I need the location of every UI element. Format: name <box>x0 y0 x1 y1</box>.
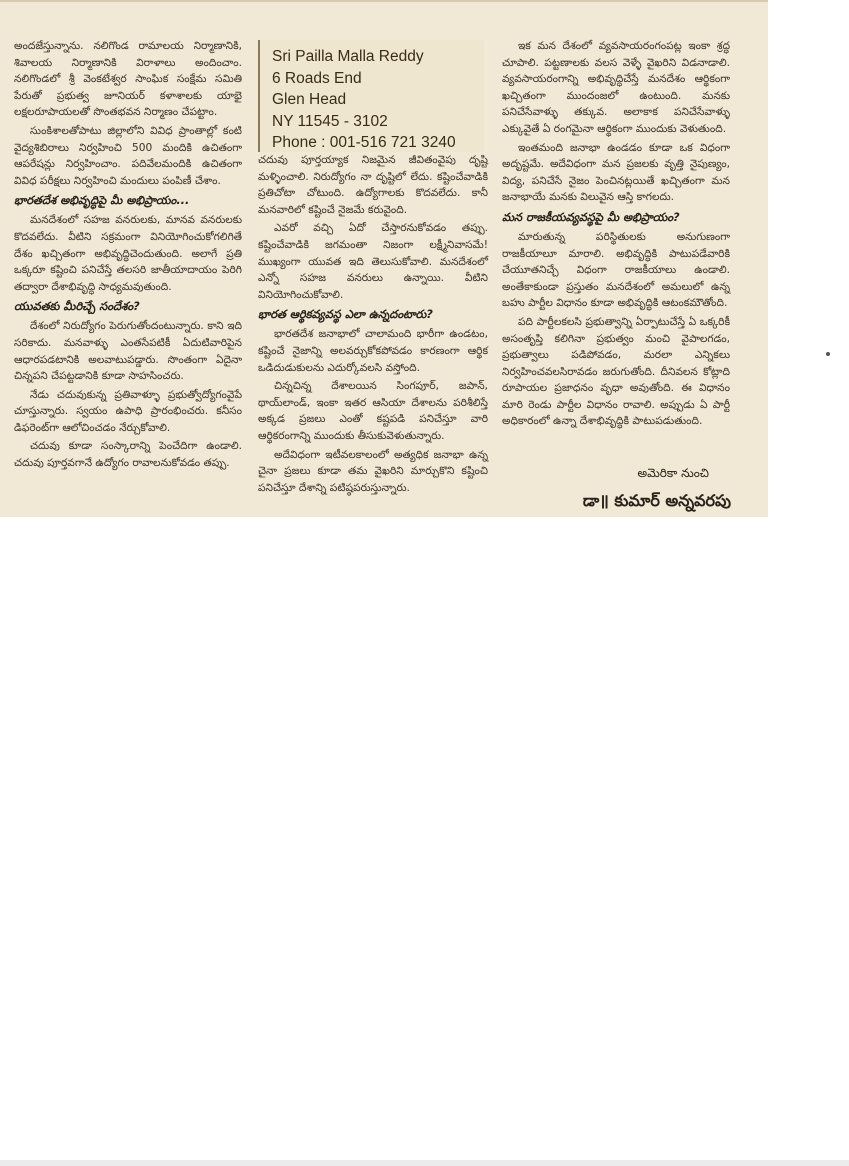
paragraph: పది పార్టీలకలసి ప్రభుత్వాన్ని ఏర్పాటుచేస్తే ఏ ఒక్కరికీ అసంతృప్తి కలిగినా ప్రభుత్వం మంచి వైపాలగడం, ప్రభుత్వాలు పడిపోవడం, మరలా ఎన్నికలు నిర్వహించవలసిరావడం జరుగుతోంది. దీనివలన కోట్లాది రూపాయల ప్రజాధనం వృధా అవుతోంది. ఈ విధానం మారి రెండు పార్టీల విధానం రావాలి. అప్పుడు ఏ పార్టీ అధికారంలో ఉన్నా దేశాభివృద్ధికి పాటుపడుతుంది. <box>502 315 730 428</box>
paragraph: చిన్నచిన్న దేశాలయిన సింగపూర్, జపాన్, థాయ్‌లాండ్, ఇంకా ఇతర ఆసియా దేశాలను పరిశీలిస్తే అక్కడ ప్రజలు ఎంతో కష్టపడి పనిచేస్తూ వారి ఆర్థికరంగాన్ని ముందుకు తీసుకువెళుతున్నారు. <box>258 380 488 442</box>
address-box <box>258 40 484 152</box>
address-phone: Phone : 001-516 721 3240 <box>272 134 456 151</box>
paragraph: నేడు చదువుకున్న ప్రతివాళ్ళూ ప్రభుత్వోద్యోగంవైపే చూస్తున్నారు. స్వయం ఉపాధి ప్రారంభించరు. కనీసం డిఫరెంట్‌గా ఆలోచించడం నేర్చుకోవాలి. <box>14 388 242 434</box>
paragraph: చదువు కూడా సంస్కారాన్ని పెంచేదిగా ఉండాలి. చదువు పూర్తవగానే ఉద్యోగం రావాలనుకోవడం తప్పు. <box>14 440 242 470</box>
paragraph: ఎవరో వచ్చి ఏదో చేస్తారనుకోవడం తప్పు. కష్టించేవాడికి జగమంతా నిజంగా లక్ష్మీనివాసమే! ముఖ్యంగా యువత ఇది తెలుసుకోవాలి. మనదేశంలో ఎన్నో సహజ వనరులు ఉన్నాయి. వీటిని వినియోగించుకోవాలి. <box>258 222 488 301</box>
bottom-edge <box>0 1160 849 1166</box>
newspaper-clipping <box>0 0 768 517</box>
paragraph: అందజేస్తున్నాను. నలిగొండ రామాలయ నిర్మాణానికి, శివాలయ నిర్మాణానికి విరాళాలు అందించాం. నలిగొండలో శ్రీ వెంకటేశ్వర సాంఘిక సంక్షేమ సమితి పేరుతో ప్రభుత్వ జూనియర్ కళాశాలకు యాభై లక్షలరూపాయలతో సొంతభవన నిర్మాణం చేపట్టాం. <box>14 40 242 119</box>
paragraph: మారుతున్న పరిస్థితులకు అనుగుణంగా రాజకీయాలూ మారాలి. అభివృద్ధికి పాటుపడేవారికి చేయూతనిచ్చే విధంగా రాజకీయాలు ఉండాలి. అంతేకాకుండా ప్రస్తుతం మనదేశంలో అమలులో ఉన్న బహు పార్టీల విధానం కూడా అభివృద్ధికి ఆటంకమౌతోంది. <box>502 230 730 310</box>
paragraph: దేశంలో నిరుద్యోగం పెరుగుతోందంటున్నారు. కాని ఇది సరికాదు. మనవాళ్ళు ఎంతసేపటికీ ఏదుటివారిపైన ఆధారపడటానికి అలవాటుపడ్డారు. సొంతంగా ఏదైనా చిన్నపని చేపట్టడానికి కూడా సాహసించరు. <box>14 320 242 383</box>
author-name: డా॥ కుమార్ అన్నవరపు <box>582 491 731 510</box>
question-heading: మన రాజకీయవ్యవస్థపై మీ అభిప్రాయం? <box>502 209 680 224</box>
address-line: NY 11545 - 3102 <box>272 112 388 130</box>
paragraph: సుంకిశాలతోపాటు జిల్లాలోని వివిధ ప్రాంతాల్లో కంటి వైద్యశిబిరాలు నిర్వహించి 500 మందికి ఉచితంగా ఆపరేషన్లు నిర్వహించాం. పదివేలమందికి ఉచితంగా వివిధ పరీక్షలు నిర్వహించి మందులు పంపిణీ చేశాం. <box>14 124 242 187</box>
paragraph: మనదేశంలో సహజ వనరులకు, మానవ వనరులకు కొదవలేదు. వీటిని సక్రమంగా వినియోగించుకోగలిగితే దేశం ఖచ్చితంగా అభివృద్ధిచెందుతుంది. అలాగే ప్రతి ఒక్కరూ కష్టించి పనిచేస్తే తలసరి జాతీయాదాయం పెరిగి తద్వారా దేశాభివృద్ధి సాధ్యమవుతుంది. <box>14 214 242 293</box>
question-heading: యువతకు మీరిచ్చే సందేశం? <box>14 299 140 314</box>
scan-speck <box>826 352 830 356</box>
question-heading: భారతదేశ అభివృద్ధిపై మీ అభిప్రాయం... <box>14 193 190 208</box>
paragraph: భారతదేశ జనాభాలో చాలామంది భారీగా ఉండటం, కష్టించే నైజాన్ని అలవర్చుకోకపోవడం కారణంగా ఆర్థిక ఒడిదుడుకులను ఎదుర్కోవలసి వస్తోంది. <box>258 328 488 374</box>
column-1 <box>14 38 242 474</box>
scan-margin <box>768 0 849 517</box>
column-2 <box>258 152 488 498</box>
question-heading: భారత ఆర్థికవ్యవస్థ ఎలా ఉన్నదంటారు? <box>258 307 433 322</box>
top-rule <box>0 0 768 2</box>
paragraph: ఇక మన దేశంలో వ్యవసాయరంగంపట్ల ఇంకా శ్రద్ధ చూపాలి. పట్టణాలకు వలస వెళ్ళే వైఖరిని విడనాడాలి. వ్యవసాయరంగాన్ని అభివృద్ధిచేస్తే మనదేశం ఆర్థికంగా ఖచ్చితంగా ముందంజలో ఉంటుంది. మనకు పనిచేసేవాళ్ళు తక్కువ. అలాకాక పనిచేసేవాళ్ళు ఎక్కువైతే ఏ రంగమైనా ఆర్థికంగా ముందుకు వెళుతుంది. <box>502 40 730 135</box>
signature-origin: అమెరికా నుంచి <box>637 466 709 480</box>
paragraph: అదేవిధంగా ఇటీవలకాలంలో అత్యధిక జనాభా ఉన్న చైనా ప్రజలు కూడా తమ వైఖరిని మార్చుకొని కష్టించి పనిచేస్తూ దేశాన్ని పటిష్ఠపరుస్తున్నారు. <box>258 448 488 494</box>
signature-block <box>503 466 731 514</box>
paragraph: చదువు పూర్తయ్యాక నిజమైన జీవితంవైపు దృష్టి మళ్ళించాలి. నిరుద్యోగం నా దృష్టిలో లేదు. కష్టించేవాడికి ప్రతిచోటా చోటుంది. ఉద్యోగాలకు కొదవలేదు. కానీ మనవారిలో కష్టించే నైజమే కరువైంది. <box>258 154 488 216</box>
column-3 <box>502 38 730 432</box>
address-line: Glen Head <box>272 91 347 108</box>
address-name: Sri Pailla Malla Reddy <box>272 48 424 65</box>
address-line: 6 Roads End <box>272 69 362 87</box>
paragraph: ఇంతమంది జనాభా ఉండడం కూడా ఒక విధంగా అదృష్టమే. అదేవిధంగా మన ప్రజలకు వృత్తి నైపుణ్యం, విద్య, పనిచేసే నైజం పెంచినట్లయితే ఖచ్చితంగా మన జనాభాయే మనకు విలువైన ఆస్తి కాగలదు. <box>502 141 730 204</box>
